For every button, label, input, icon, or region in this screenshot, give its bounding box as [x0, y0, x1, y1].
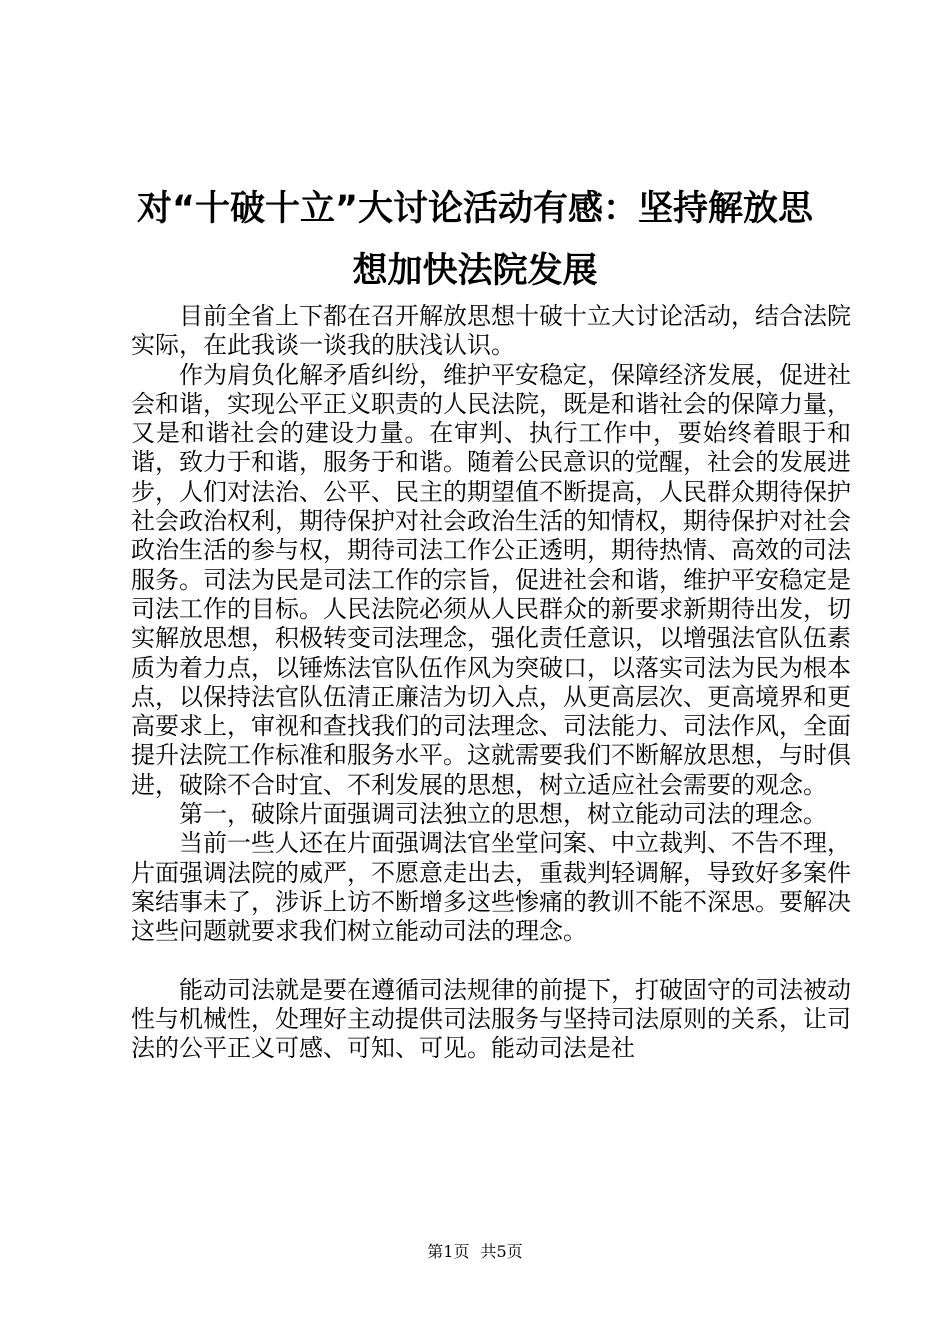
page-total: 共5页	[480, 1242, 523, 1261]
page-footer	[0, 1242, 950, 1262]
title-line-2: 想加快法院发展	[352, 251, 598, 291]
document-body	[131, 302, 851, 1063]
paragraph-4: 当前一些人还在片面强调法官坐堂问案、中立裁判、不告不理，片面强调法院的威严，不愿意走出去，重裁判轻调解，导致好多案件案结事未了，涉诉上访不断增多这些惨痛的教训不能不深思。要解决这些问题就要求我们树立能动司法的理念。	[131, 829, 851, 946]
paragraph-2: 作为肩负化解矛盾纠纷，维护平安稳定，保障经济发展，促进社会和谐，实现公平正义职责的人民法院，既是和谐社会的保障力量，又是和谐社会的建设力量。在审判、执行工作中，要始终着眼于和谐，致力于和谐，服务于和谐。随着公民意识的觉醒，社会的发展进步，人们对法治、公平、民主的期望值不断提高，人民群众期待保护社会政治权利，期待保护对社会政治生活的知情权，期待保护对社会政治生活的参与权，期待司法工作公正透明，期待热情、高效的司法服务。司法为民是司法工作的宗旨，促进社会和谐，维护平安稳定是司法工作的目标。人民法院必须从人民群众的新要求新期待出发，切实解放思想，积极转变司法理念，强化责任意识，以增强法官队伍素质为着力点，以锤炼法官队伍作风为突破口，以落实司法为民为根本点，以保持法官队伍清正廉洁为切入点，从更高层次、更高境界和更高要求上，审视和查找我们的司法理念、司法能力、司法作风，全面提升法院工作标准和服务水平。这就需要我们不断解放思想，与时俱进，破除不合时宜、不利发展的思想，树立适应社会需要的观念。	[131, 360, 851, 799]
document-title	[110, 178, 840, 302]
paragraph-3: 第一，破除片面强调司法独立的思想，树立能动司法的理念。	[179, 800, 827, 829]
paragraph-1: 目前全省上下都在召开解放思想十破十立大讨论活动，结合法院实际，在此我谈一谈我的肤浅认识。	[131, 302, 851, 360]
page-number: 第1页	[427, 1242, 470, 1261]
paragraph-5: 能动司法就是要在遵循司法规律的前提下，打破固守的司法被动性与机械性，处理好主动提供司法服务与坚持司法原则的关系，让司法的公平正义可感、可知、可见。能动司法是社	[131, 975, 851, 1063]
title-line-1: 对“十破十立”大讨论活动有感：坚持解放思	[136, 189, 813, 229]
